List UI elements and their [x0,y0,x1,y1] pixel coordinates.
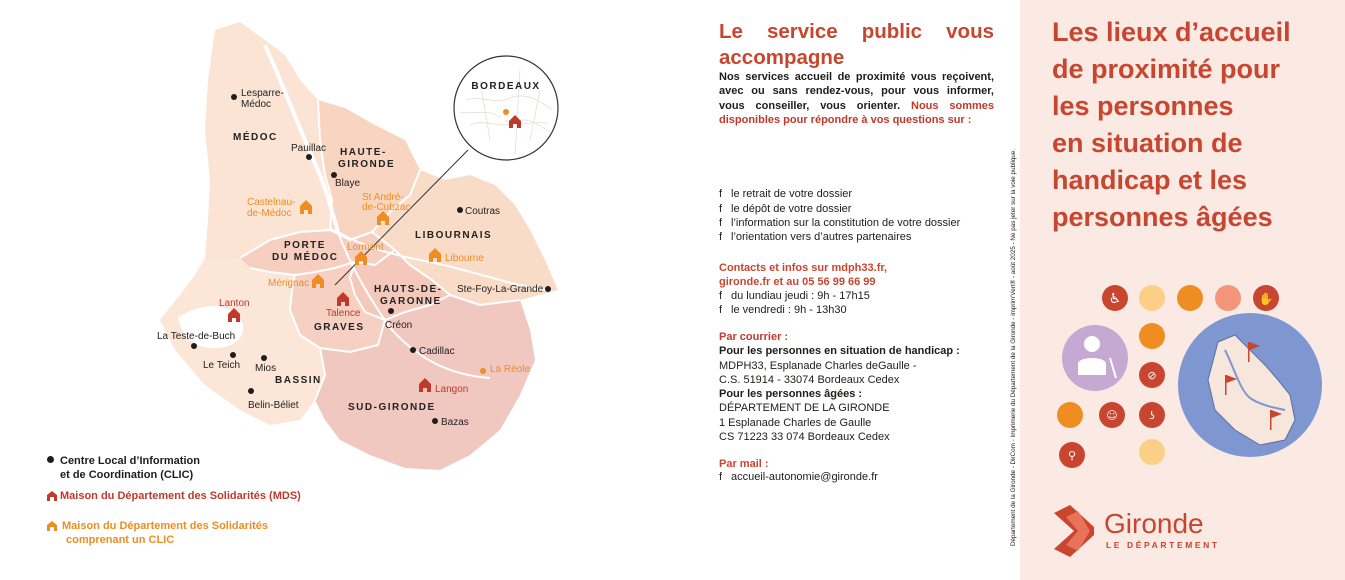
clic-label: Cadillac [419,346,455,357]
clic-label: Créon [385,320,413,331]
user-icon [1062,325,1128,391]
clic-label: Ste-Foy-La-Grande [457,284,544,295]
icon-cluster [1050,280,1340,480]
region-label: HAUTS-DE- [374,284,443,295]
svg-text:Département de la Gironde - Di: Département de la Gironde - DirCom - Imprimerie du Département de la Gironde - imprim'Vert® - août 2025 - Ne pas jeter sur la voie publique. [1010,148,1017,546]
legend-text: Centre Local d’Information [60,455,200,467]
mds-clic-label: de-Médoc [247,208,292,219]
mail-title: Par mail : [719,458,769,470]
legend-text: Maison du Département des Solidarités (MDS) [60,490,301,502]
region-label: GRAVES [314,322,365,333]
clic-label: La Teste-de-Buch [157,331,236,342]
region-label: HAUTE- [340,147,387,158]
courrier-block: Par courrier : Pour les personnes en situation de handicap : MDPH33, Esplanade Charles deGaulle - C.S. 51914 - 33074 Bordeaux Cedex Pour les personnes âgées : DÉPARTEMENT DE LA GIRONDE 1 Esplanade Charles de Gaulle CS 71223 33 074 Bordeaux Cedex [719,331,960,444]
mds-label: Talence [326,308,361,319]
service-title: Le service public vous [719,20,994,43]
region-label: MÉDOC [233,132,278,143]
region-label: GIRONDE [338,159,396,170]
clic-label: Le Teich [203,360,241,371]
mds-clic-label: Lormont [347,242,384,253]
house-icon [47,491,57,501]
region-label: BASSIN [275,375,322,386]
clic-label: Blaye [335,178,361,189]
mds-clic-label: de-Cubzac [362,202,411,213]
dot-icon [47,456,54,463]
mds-clic-label: Mérignac [268,278,310,289]
clic-label: Coutras [465,206,501,217]
list-item: f le retrait de votre dossier [719,188,853,200]
region-label: PORTE [284,240,326,251]
region-label: SUD-GIRONDE [348,402,436,413]
list-item: f le vendredi : 9h - 13h30 [719,304,847,316]
legend-text: Maison du Département des Solidarités [62,520,268,532]
list-item: f l’orientation vers d’autres partenaires [719,231,912,243]
mds-clic-label: Libourne [445,253,484,264]
service-intro: Nos services accueil de proximité vous reçoivent, avec ou sans rendez-vous, pour vous informer, vous conseiller, vous orienter. Nous sommes disponibles pour répondre à vos questions sur : [719,71,994,126]
legend-mds [48,489,301,503]
mds-label: Langon [435,384,469,395]
clic-label: Lesparre- [241,88,284,99]
svg-text:✋: ✋ [1258,292,1274,306]
logo-name: Gironde [1104,508,1204,539]
vertical-imprint [1006,76,1018,546]
svg-text:⊘: ⊘ [1147,369,1157,382]
bordeaux-inset [454,56,558,160]
legend-mds-clic [48,519,268,547]
list-item: f le dépôt de votre dossier [719,203,852,215]
list-item: f du lundiau jeudi : 9h - 17h15 [719,290,870,302]
svg-text:♿: ♿ [1108,291,1122,307]
region-label: DU MÉDOC [272,252,339,263]
service-title-2: accompagne [719,46,845,69]
mail-link[interactable]: f accueil-autonomie@gironde.fr [719,471,878,483]
house-icon [47,521,57,531]
inset-label: BORDEAUX [471,81,541,92]
mds-clic-label: La Réole [490,364,531,375]
region-label: GARONNE [380,296,442,307]
legend-clic [48,454,200,482]
mds-clic-label: Castelnau- [247,197,296,208]
list-item: f l’information sur la constitution de votre dossier [719,217,961,229]
contacts-title: Contacts et infos sur mdph33.fr, gironde.fr et au 05 56 99 66 99 [719,262,888,289]
clic-label: Médoc [241,99,272,110]
svg-text:⚲: ⚲ [1067,449,1077,462]
legend-text: comprenant un CLIC [66,534,175,546]
svg-text:ʖ: ʖ [1149,409,1155,422]
mds-clic-label: St André- [362,192,404,203]
clic-label: Pauillac [291,143,327,154]
legend-text: et de Coordination (CLIC) [60,469,194,481]
gironde-logo-icon [1052,505,1102,557]
svg-text:☺: ☺ [1106,409,1118,422]
clic-label: Bazas [441,417,469,428]
cover-title: Les lieux d’accueil de proximité pour les personnes en situation de handicap et les personnes âgées [1052,17,1291,232]
clic-label: Mios [255,363,277,374]
clic-label: Belin-Béliet [248,400,299,411]
logo-subtitle: LE DÉPARTEMENT [1106,540,1220,550]
mds-label: Lanton [219,298,250,309]
region-label: LIBOURNAIS [415,230,493,241]
